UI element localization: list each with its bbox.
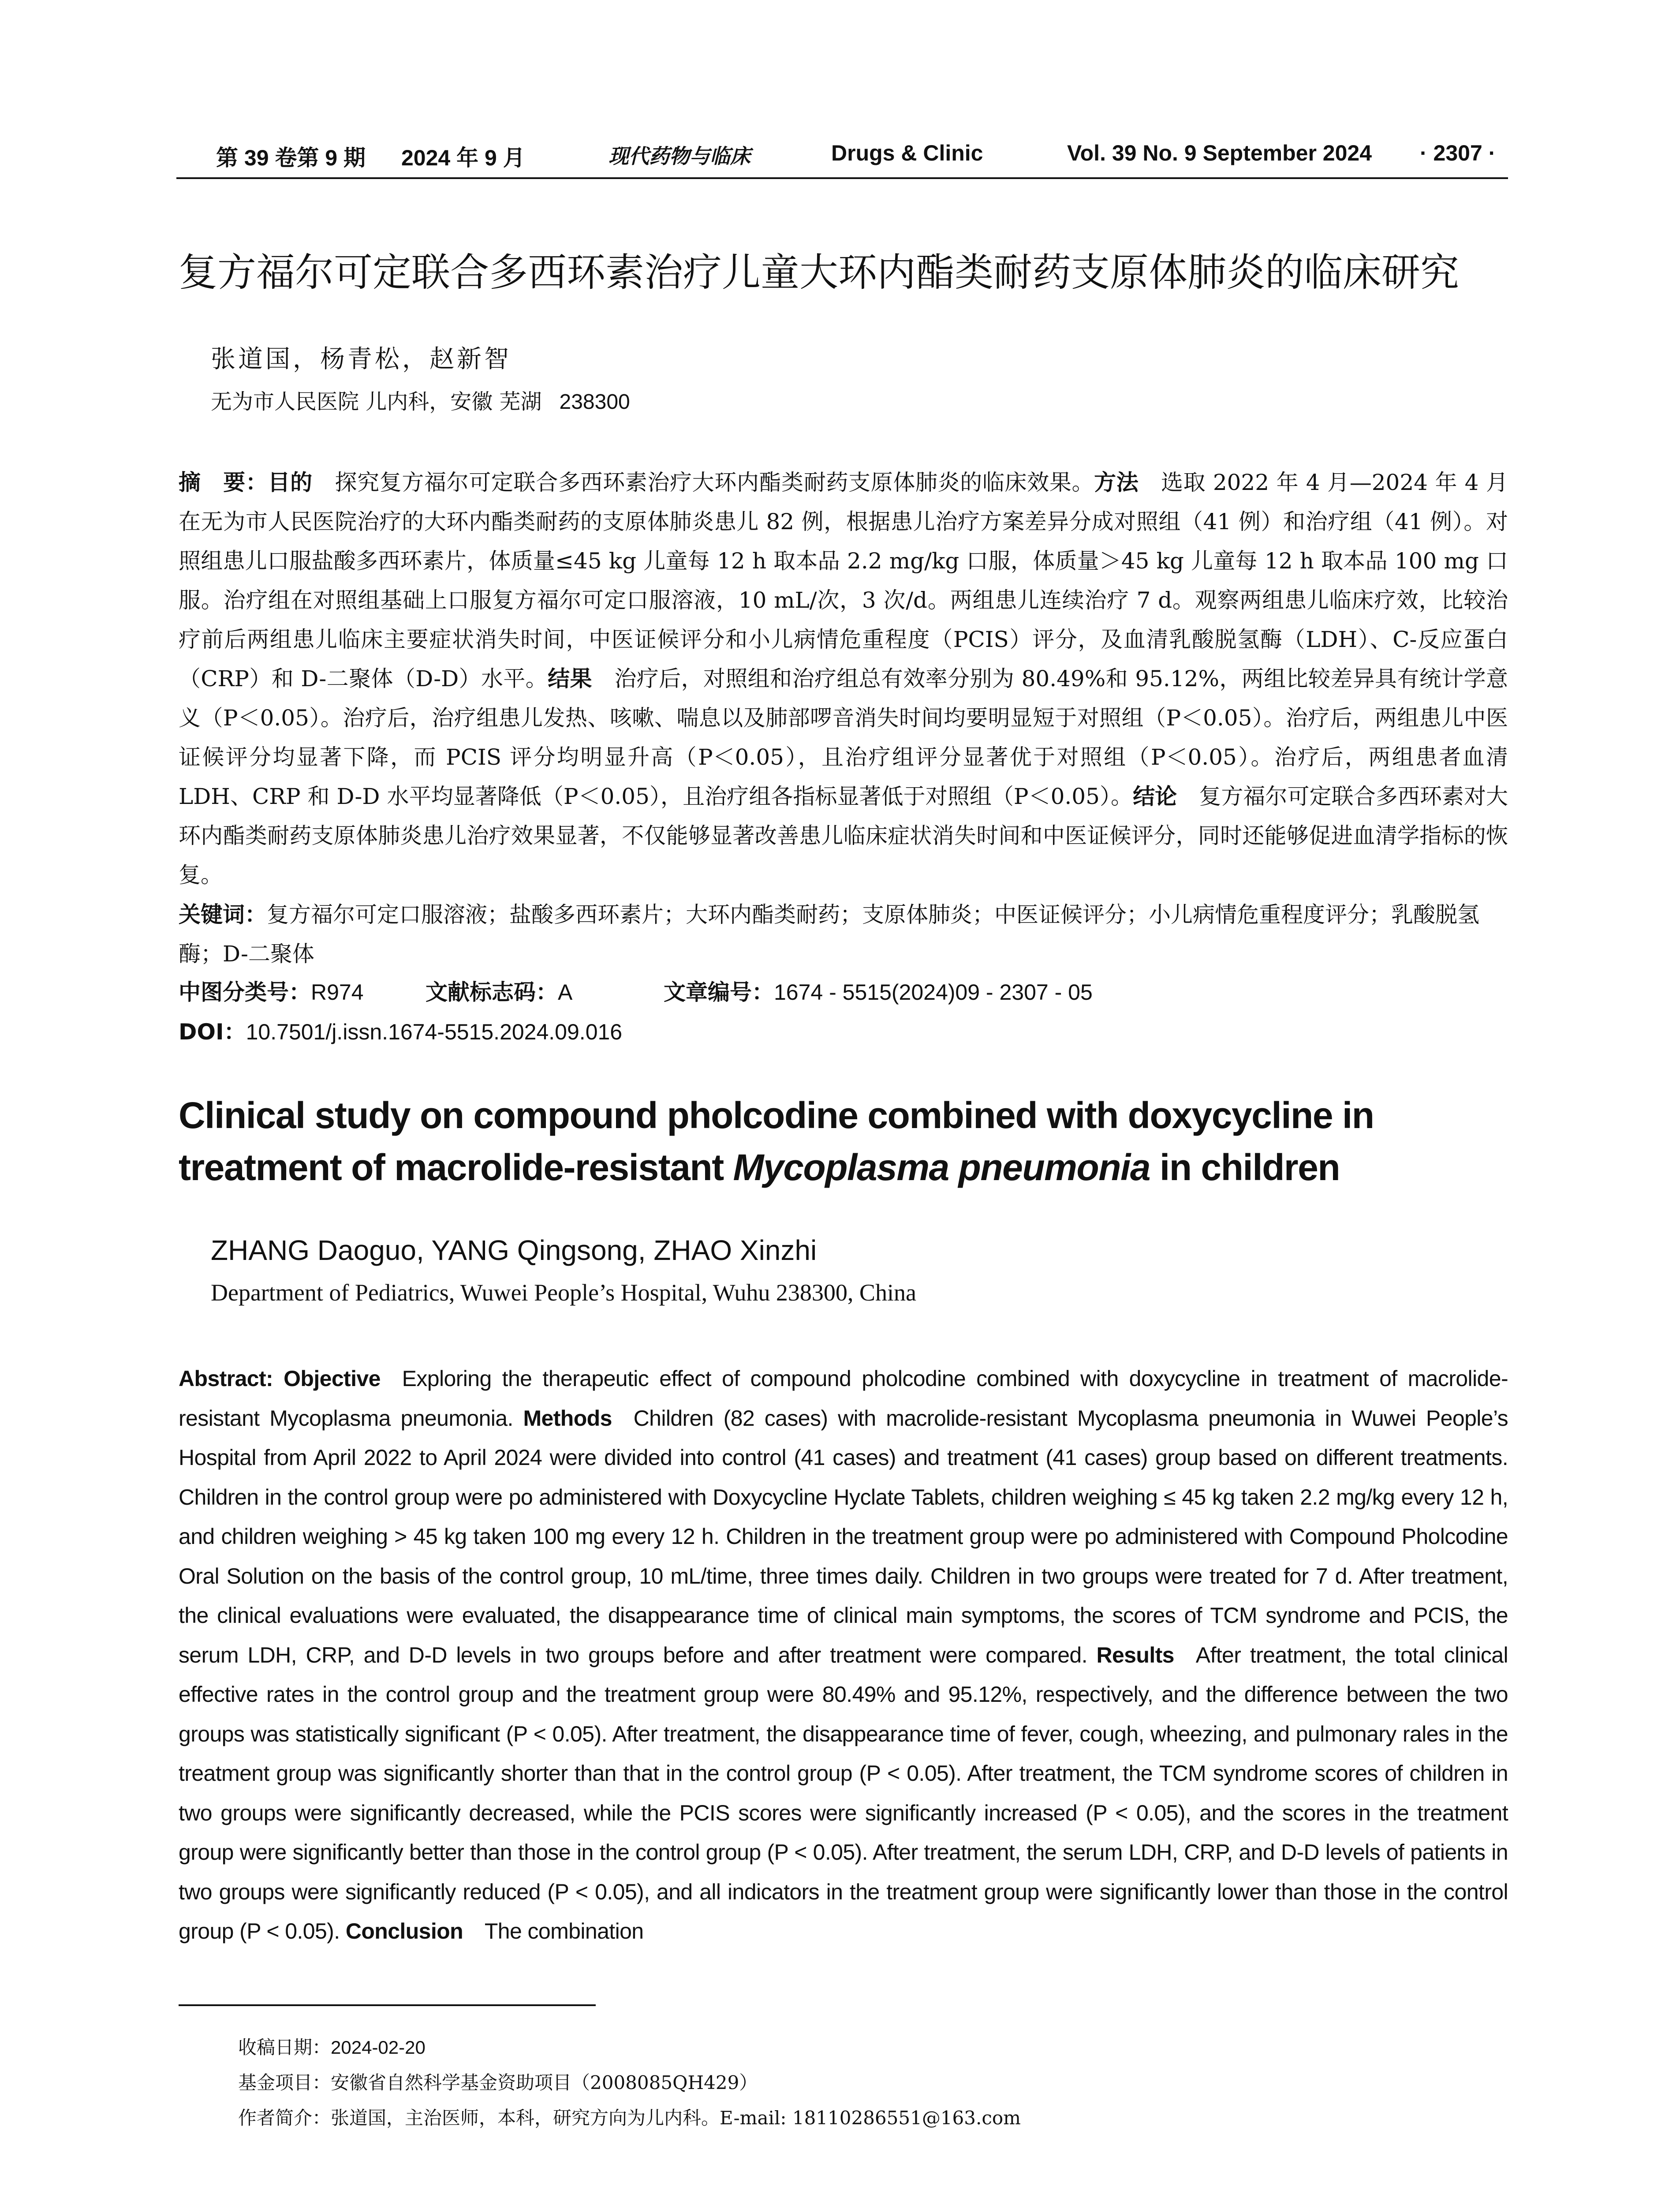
affiliation-cn-postcode: 238300 [559, 390, 630, 414]
doi-line [179, 1014, 622, 1046]
footnote-received [238, 2033, 426, 2059]
results-en-text: After treatment, the total clinical effective rates in the control group and the treatment group were 80.49% and 95.12%, respectively, and the difference between the two groups was statistically significant (P < 0.05). After treatment, the disappearance time of fever, cough, wheezing, and pulmonary rales in the treatment group was significantly shorter than that in the control group (P < 0.05). After treatment, the TCM syndrome scores of children in two groups were significantly decreased, while the PCIS scores were significantly increased (P < 0.05), and the scores in the treatment group were significantly better than those in the control group (P < 0.05). After treatment, the serum LDH, CRP, and D-D levels of patients in two groups were significantly reduced (P < 0.05), and all indicators in the treatment group were significantly lower than those in the control group (P < 0.05). [179, 1642, 1508, 1943]
methods-cn-label: 方法 [1094, 470, 1139, 495]
fund-label: 基金项目： [238, 2072, 331, 2093]
keywords-cn [179, 895, 1508, 974]
objective-cn-text: 探究复方福尔可定联合多西环素治疗大环内酯类耐药支原体肺炎的临床效果。 [334, 470, 1094, 495]
doc-code-label: 文献标志码： [426, 979, 558, 1005]
affiliation-en: Department of Pediatrics, Wuwei People’s Hospital, Wuhu 238300, China [211, 1279, 916, 1306]
header-page-number: · 2307 · [1420, 141, 1496, 165]
footnote-fund [238, 2068, 758, 2095]
article-title-en [179, 1089, 1510, 1193]
footnote-rule [179, 2004, 596, 2006]
title-en-italic: Mycoplasma pneumonia [733, 1147, 1150, 1188]
conclusion-cn-text: 复方福尔可定联合多西环素对大环内酯类耐药支原体肺炎患儿治疗效果显著，不仅能够显著改善患儿临床症状消失时间和中医证候评分，同时还能够促进血清学指标的恢复。 [179, 784, 1508, 888]
footnote-author [238, 2104, 1021, 2130]
objective-cn-label: 目的 [268, 470, 313, 495]
abstract-cn [179, 463, 1508, 895]
doi-value[interactable]: 10.7501/j.issn.1674-5515.2024.09.016 [246, 1020, 623, 1044]
author-bio-text: 张道国，主治医师，本科，研究方向为儿内科。E-mail: 18110286551@163.com [331, 2107, 1021, 2129]
results-cn-text: 治疗后，对照组和治疗组总有效率分别为 80.49%和 95.12%，两组比较差异具有统计学意义（P＜0.05）。治疗后，治疗组患儿发热、咳嗽、喘息以及肺部啰音消失时间均要明显短于对照组（P＜0.05）。治疗后，两组患儿中医证候评分均显著下降，而 PCIS 评分均明显升高（P＜0.05），且治疗组评分显著优于对照组（P＜0.05）。治疗后，两组患者血清 LDH、CRP 和 D-D 水平均显著降低（P＜0.05），且治疗组各指标显著低于对照组（P＜0.05）。 [179, 666, 1508, 809]
abstract-cn-label: 摘 要： [179, 470, 268, 495]
keywords-cn-text: 复方福尔可定口服溶液；盐酸多西环素片；大环内酯类耐药；支原体肺炎；中医证候评分；小儿病情危重程度评分；乳酸脱氢酶；D-二聚体 [179, 902, 1479, 967]
header-journal-en: Drugs & Clinic [831, 141, 983, 165]
title-en-part1: Clinical study on compound pholcodine combined with doxycycline in treatment of macrolide-resistant [179, 1095, 1374, 1188]
methods-cn-text: 选取 2022 年 4 月—2024 年 4 月在无为市人民医院治疗的大环内酯类耐药的支原体肺炎患儿 82 例，根据患儿治疗方案差异分成对照组（41 例）和治疗组（41 例）。对照组患儿口服盐酸多西环素片，体质量≤45 kg 儿童每 12 h 取本品 2.2 mg/kg 口服，体质量＞45 kg 儿童每 12 h 取本品 100 mg 口服。治疗组在对照组基础上口服复方福尔可定口服溶液，10 mL/次，3 次/d。两组患儿连续治疗 7 d。观察两组患儿临床疗效，比较治疗前后两组患儿临床主要症状消失时间，中医证候评分和小儿病情危重程度（PCIS）评分，及血清乳酸脱氢酶（LDH）、C-反应蛋白（CRP）和 D-二聚体（D-D）水平。 [179, 470, 1508, 691]
article-title-cn: 复方福尔可定联合多西环素治疗儿童大环内酯类耐药支原体肺炎的临床研究 [179, 250, 1460, 295]
conclusion-cn-label: 结论 [1133, 784, 1177, 809]
affiliation-cn-text: 无为市人民医院 儿内科，安徽 芜湖 [211, 389, 542, 414]
authors-cn: 张道国，杨青松，赵新智 [211, 345, 511, 374]
header-volume-cn: 第 39 卷第 9 期 [216, 146, 366, 170]
clc-label: 中图分类号： [179, 979, 311, 1005]
objective-en-text: Exploring the therapeutic effect of compound pholcodine combined with doxycycline in treatment of macrolide-resistant Mycoplasma pneumonia. [179, 1366, 1508, 1431]
received-label: 收稿日期： [238, 2037, 331, 2058]
fund-text: 安徽省自然科学基金资助项目（2008085QH429） [331, 2072, 758, 2093]
title-en-part2: in children [1150, 1147, 1340, 1188]
header-volume-en: Vol. 39 No. 9 September 2024 [1067, 141, 1372, 165]
received-date: 2024-02-20 [331, 2037, 426, 2058]
affiliation-cn [211, 385, 630, 415]
article-no-value: 1674 - 5515(2024)09 - 2307 - 05 [774, 980, 1093, 1005]
abstract-en [179, 1359, 1508, 1951]
doi-label: DOI： [179, 1019, 246, 1045]
article-no-label: 文章编号： [664, 979, 774, 1005]
keywords-cn-label: 关键词： [179, 902, 267, 927]
abstract-en-label: Abstract: [179, 1366, 273, 1391]
header-journal-cn: 现代药物与临床 [609, 144, 750, 168]
doc-code-value: A [558, 980, 573, 1005]
authors-en: ZHANG Daoguo, YANG Qingsong, ZHAO Xinzhi [211, 1234, 817, 1266]
author-bio-label: 作者简介： [238, 2107, 331, 2129]
clc-value: R974 [311, 980, 364, 1005]
header-date-cn: 2024 年 9 月 [401, 146, 525, 170]
results-cn-label: 结果 [548, 666, 592, 691]
conclusion-en-text: The combination [484, 1919, 644, 1943]
results-en-label: Results [1096, 1642, 1174, 1667]
header-rule [176, 177, 1508, 179]
methods-en-label: Methods [523, 1405, 612, 1431]
classification-line [179, 975, 1093, 1006]
methods-en-text: Children (82 cases) with macrolide-resistant Mycoplasma pneumonia in Wuwei People’s Hospital from April 2022 to April 2024 were divided into control (41 cases) and treatment (41 cases) group based on different treatments. Children in the control group were po administered with Doxycycline Hyclate Tablets, children weighing ≤ 45 kg taken 2.2 mg/kg every 12 h, and children weighing > 45 kg taken 100 mg every 12 h. Children in the treatment group were po administered with Compound Pholcodine Oral Solution on the basis of the control group, 10 mL/time, three times daily. Children in two groups were treated for 7 d. After treatment, the clinical evaluations were evaluated, the disappearance time of clinical main symptoms, the scores of TCM syndrome and PCIS, the serum LDH, CRP, and D-D levels in two groups before and after treatment were compared. [179, 1405, 1508, 1667]
objective-en-label: Objective [284, 1366, 381, 1391]
conclusion-en-label: Conclusion [345, 1919, 463, 1943]
